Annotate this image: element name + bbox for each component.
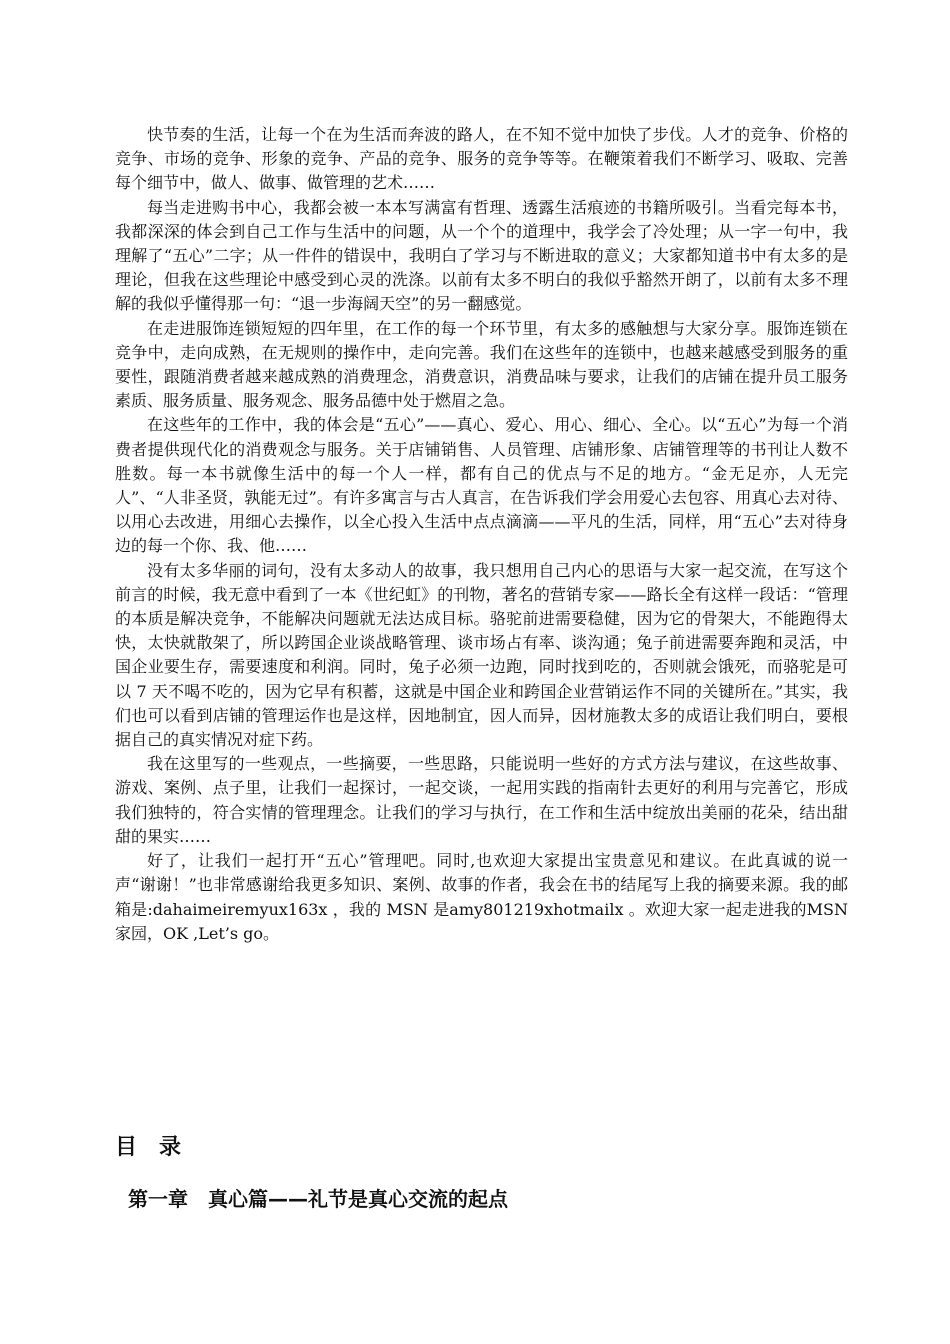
paragraph: 我在这里写的一些观点，一些摘要，一些思路，只能说明一些好的方式方法与建议，在这些故事、游戏、案例、点子里，让我们一起探讨，一起交谈，一起用实践的指南针去更好的利用与完善它，形成我们独特的，符合实情的管理理念。让我们的学习与执行，在工作和生活中绽放出美丽的花朵，结出甜甜的果实…… (115, 754, 848, 846)
paragraph: 没有太多华丽的词句，没有太多动人的故事，我只想用自己内心的思语与大家一起交流，在写这个前言的时候，我无意中看到了一本《世纪虹》的刊物，著名的营销专家——路长全有这样一段话：“管理的本质是解决竞争，不能解决问题就无法达成目标。骆驼前进需要稳健，因为它的骨架大，不能跑得太快，太快就散架了，所以跨国企业谈战略管理、谈市场占有率、谈沟通；兔子前进需要奔跑和灵活，中国企业要生存，需要速度和利润。同时，兔子必须一边跑，同时找到吃的，否则就会饿死，而骆驼是可以 7 天不喝不吃的，因为它早有积蓄，这就是中国企业和跨国企业营销运作不同的关键所在。”其实，我们也可以看到店铺的管理运作也是这样，因地制宜，因人而异，因材施教太多的成语让我们明白，要根据自己的真实情况对症下药。 (115, 560, 848, 750)
paragraph: 在走进服饰连锁短短的四年里，在工作的每一个环节里，有太多的感触想与大家分享。服饰连锁在竞争中，走向成熟，在无规则的操作中，走向完善。我们在这些年的连锁中，也越来越感受到服务的重要性，跟随消费者越来越成熟的消费理念，消费意识，消费品味与要求，让我们的店铺在提升员工服务素质、服务质量、服务观念、服务品德中处于燃眉之急。 (115, 318, 848, 411)
paragraph: 快节奏的生活，让每一个在为生活而奔波的路人，在不知不觉中加快了步伐。人才的竞争、价格的竞争、市场的竞争、形象的竞争、产品的竞争、服务的竞争等等。在鞭策着我们不断学习、吸取、完善每个细节中，做人、做事、做管理的艺术…… (115, 125, 848, 193)
preface-body (115, 123, 848, 946)
paragraph: 好了，让我们一起打开“五心”管理吧。同时,也欢迎大家提出宝贵意见和建议。在此真诚的说一声“谢谢！”也非常感谢给我更多知识、案例、故事的作者，我会在书的结尾写上我的摘要来源。我的邮箱是:dahaimeiremyux163x ，我的 MSN 是amy801219xhotmailx 。欢迎大家一起走进我的MSN家园，OK ,Let’s go。 (115, 851, 848, 943)
paragraph: 每当走进购书中心，我都会被一本本写满富有哲理、透露生活痕迹的书籍所吸引。当看完每本书，我都深深的体会到自己工作与生活中的问题，从一个个的道理中，我学会了冷处理；从一字一句中，我理解了“五心”二字；从一件件的错误中，我明白了学习与不断进取的意义；大家都知道书中有太多的是理论，但我在这些理论中感受到心灵的洗涤。以前有太多不明白的我似乎豁然开朗了，以前有太多不理解的我似乎懂得那一句：“退一步海阔天空”的另一翻感觉。 (115, 197, 848, 314)
toc-heading: 目录 (115, 1135, 204, 1160)
paragraph: 在这些年的工作中，我的体会是“五心”——真心、爱心、用心、细心、全心。以“五心”为每一个消费者提供现代化的消费观念与服务。关于店铺销售、人员管理、店铺形象、店铺管理等的书刊让人数不胜数。每一本书就像生活中的每一个人一样，都有自己的优点与不足的地方。“金无足亦，人无完人”、“人非圣贤，孰能无过”。有许多寓言与古人真言，在告诉我们学会用爱心去包容、用真心去对待、以用心去改进，用细心去操作，以全心投入生活中点点滴滴——平凡的生活，同样，用“五心”去对待身边的每一个你、我、他…… (115, 415, 848, 556)
chapter-heading: 第一章 真心篇——礼节是真心交流的起点 (128, 1187, 508, 1211)
